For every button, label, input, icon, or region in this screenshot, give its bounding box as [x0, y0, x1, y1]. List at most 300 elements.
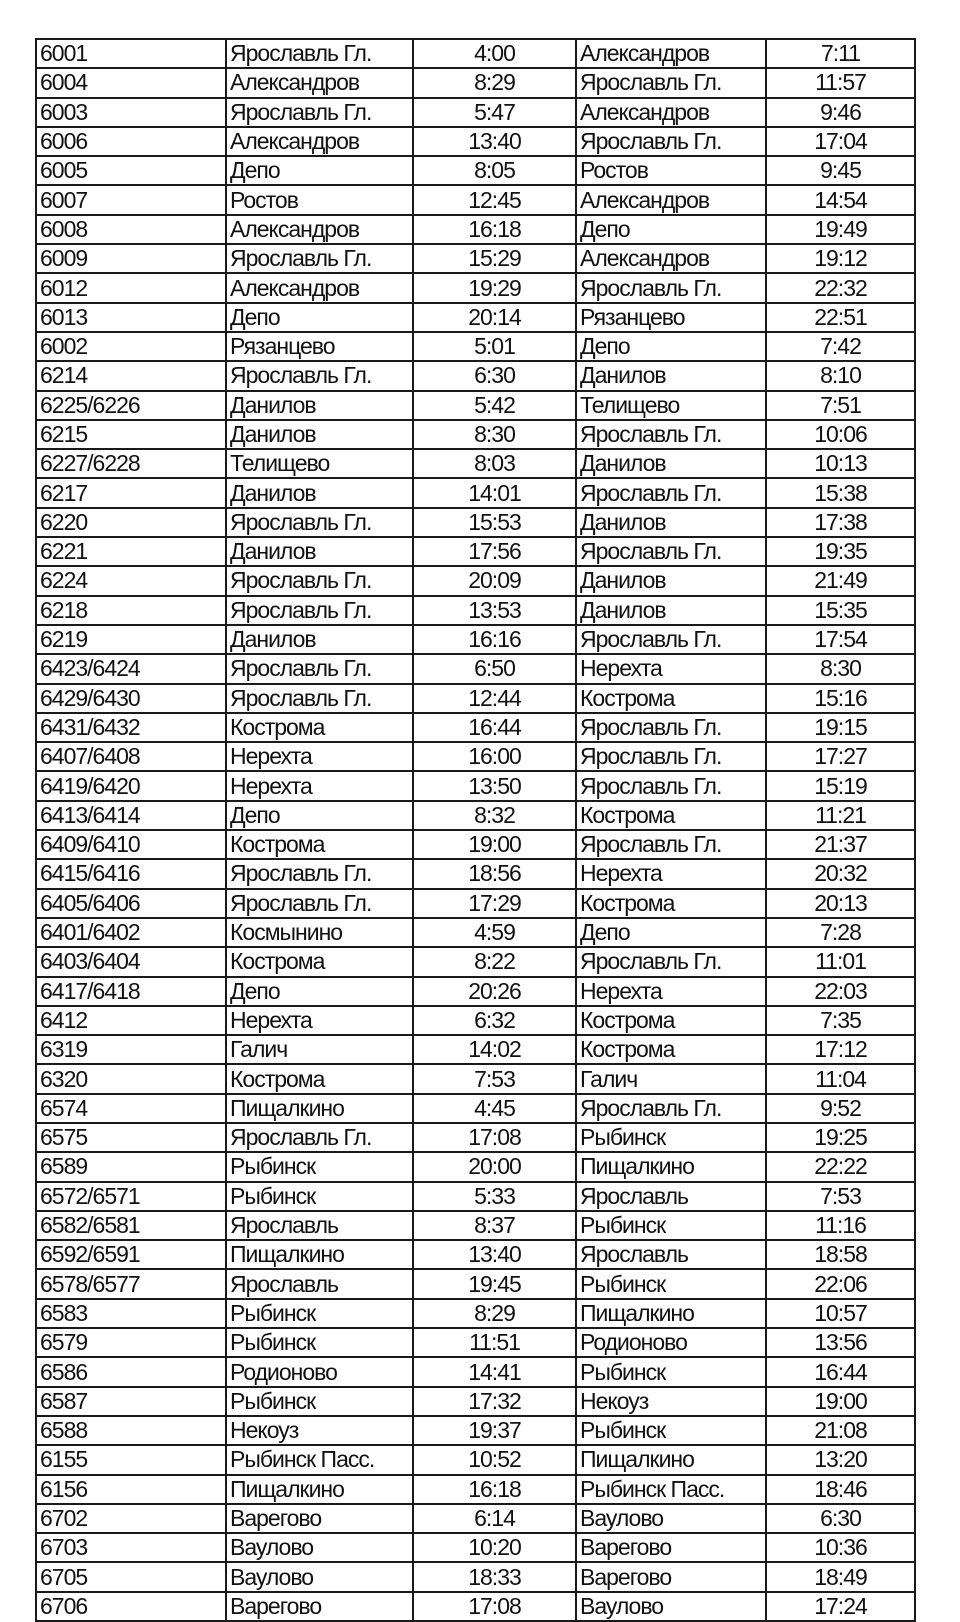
- departure-station-cell: Рыбинск: [226, 1152, 413, 1181]
- departure-time-cell: 20:00: [413, 1152, 576, 1181]
- departure-station-cell: Ярославль Гл.: [226, 244, 413, 273]
- departure-time-cell: 19:37: [413, 1416, 576, 1445]
- train-number-cell: 6575: [36, 1123, 226, 1152]
- arrival-station-cell: Александров: [576, 39, 766, 68]
- table-row: [36, 303, 915, 332]
- train-number-cell: 6417/6418: [36, 977, 226, 1006]
- arrival-station-cell: Рыбинск: [576, 1269, 766, 1298]
- train-number-cell: 6217: [36, 478, 226, 507]
- arrival-time-cell: 7:35: [766, 1006, 915, 1035]
- train-number-cell: 6582/6581: [36, 1211, 226, 1240]
- departure-time-cell: 8:05: [413, 156, 576, 185]
- arrival-time-cell: 17:38: [766, 508, 915, 537]
- arrival-time-cell: 9:52: [766, 1094, 915, 1123]
- departure-time-cell: 15:53: [413, 508, 576, 537]
- train-number-cell: 6702: [36, 1504, 226, 1533]
- departure-time-cell: 13:40: [413, 1240, 576, 1269]
- departure-station-cell: Некоуз: [226, 1416, 413, 1445]
- arrival-station-cell: Данилов: [576, 508, 766, 537]
- train-number-cell: 6579: [36, 1328, 226, 1357]
- arrival-time-cell: 8:10: [766, 361, 915, 390]
- table-row: [36, 742, 915, 771]
- departure-station-cell: Ярославль Гл.: [226, 596, 413, 625]
- arrival-station-cell: Некоуз: [576, 1387, 766, 1416]
- arrival-time-cell: 19:12: [766, 244, 915, 273]
- arrival-time-cell: 7:51: [766, 391, 915, 420]
- train-number-cell: 6419/6420: [36, 771, 226, 800]
- departure-time-cell: 8:29: [413, 68, 576, 97]
- departure-time-cell: 14:01: [413, 478, 576, 507]
- arrival-station-cell: Ярославль: [576, 1182, 766, 1211]
- table-row: [36, 156, 915, 185]
- train-number-cell: 6007: [36, 185, 226, 214]
- arrival-time-cell: 10:57: [766, 1299, 915, 1328]
- departure-time-cell: 5:01: [413, 332, 576, 361]
- arrival-station-cell: Пищалкино: [576, 1299, 766, 1328]
- table-row: [36, 508, 915, 537]
- train-number-cell: 6227/6228: [36, 449, 226, 478]
- arrival-station-cell: Ярославль Гл.: [576, 713, 766, 742]
- departure-station-cell: Рыбинск Пасс.: [226, 1445, 413, 1474]
- table-row: [36, 420, 915, 449]
- train-number-cell: 6001: [36, 39, 226, 68]
- train-number-cell: 6572/6571: [36, 1182, 226, 1211]
- departure-station-cell: Варегово: [226, 1592, 413, 1621]
- table-row: [36, 566, 915, 595]
- arrival-time-cell: 11:21: [766, 801, 915, 830]
- table-row: [36, 1504, 915, 1533]
- arrival-time-cell: 22:51: [766, 303, 915, 332]
- arrival-time-cell: 6:30: [766, 1504, 915, 1533]
- arrival-time-cell: 11:16: [766, 1211, 915, 1240]
- arrival-station-cell: Варегово: [576, 1562, 766, 1591]
- departure-time-cell: 17:29: [413, 889, 576, 918]
- train-number-cell: 6008: [36, 215, 226, 244]
- departure-station-cell: Кострома: [226, 1064, 413, 1093]
- arrival-station-cell: Ярославль Гл.: [576, 625, 766, 654]
- arrival-station-cell: Рыбинск: [576, 1357, 766, 1386]
- timetable-body: [36, 39, 915, 1621]
- train-number-cell: 6703: [36, 1533, 226, 1562]
- table-row: [36, 1269, 915, 1298]
- departure-station-cell: Пищалкино: [226, 1094, 413, 1123]
- departure-time-cell: 18:56: [413, 859, 576, 888]
- arrival-station-cell: Ваулово: [576, 1592, 766, 1621]
- arrival-station-cell: Нерехта: [576, 859, 766, 888]
- departure-station-cell: Ярославль Гл.: [226, 654, 413, 683]
- train-number-cell: 6219: [36, 625, 226, 654]
- train-number-cell: 6586: [36, 1357, 226, 1386]
- table-row: [36, 1123, 915, 1152]
- departure-station-cell: Ярославль: [226, 1269, 413, 1298]
- arrival-station-cell: Кострома: [576, 801, 766, 830]
- train-number-cell: 6589: [36, 1152, 226, 1181]
- table-row: [36, 185, 915, 214]
- departure-time-cell: 17:56: [413, 537, 576, 566]
- arrival-station-cell: Данилов: [576, 361, 766, 390]
- train-number-cell: 6583: [36, 1299, 226, 1328]
- train-number-cell: 6221: [36, 537, 226, 566]
- train-number-cell: 6574: [36, 1094, 226, 1123]
- departure-time-cell: 19:45: [413, 1269, 576, 1298]
- departure-station-cell: Пищалкино: [226, 1475, 413, 1504]
- arrival-time-cell: 16:44: [766, 1357, 915, 1386]
- table-row: [36, 361, 915, 390]
- departure-station-cell: Космынино: [226, 918, 413, 947]
- arrival-station-cell: Кострома: [576, 1035, 766, 1064]
- departure-station-cell: Данилов: [226, 478, 413, 507]
- departure-time-cell: 5:33: [413, 1182, 576, 1211]
- arrival-time-cell: 7:11: [766, 39, 915, 68]
- train-number-cell: 6218: [36, 596, 226, 625]
- train-number-cell: 6578/6577: [36, 1269, 226, 1298]
- train-number-cell: 6002: [36, 332, 226, 361]
- departure-station-cell: Данилов: [226, 420, 413, 449]
- arrival-time-cell: 11:01: [766, 947, 915, 976]
- departure-station-cell: Телищево: [226, 449, 413, 478]
- departure-time-cell: 6:32: [413, 1006, 576, 1035]
- arrival-time-cell: 17:24: [766, 1592, 915, 1621]
- table-row: [36, 68, 915, 97]
- arrival-time-cell: 19:35: [766, 537, 915, 566]
- arrival-station-cell: Кострома: [576, 1006, 766, 1035]
- table-row: [36, 947, 915, 976]
- arrival-station-cell: Ярославль Гл.: [576, 478, 766, 507]
- arrival-station-cell: Данилов: [576, 449, 766, 478]
- arrival-time-cell: 13:20: [766, 1445, 915, 1474]
- departure-time-cell: 14:02: [413, 1035, 576, 1064]
- departure-station-cell: Ярославль Гл.: [226, 508, 413, 537]
- arrival-time-cell: 10:13: [766, 449, 915, 478]
- table-row: [36, 1299, 915, 1328]
- departure-station-cell: Родионово: [226, 1357, 413, 1386]
- train-number-cell: 6705: [36, 1562, 226, 1591]
- train-number-cell: 6009: [36, 244, 226, 273]
- train-number-cell: 6706: [36, 1592, 226, 1621]
- arrival-station-cell: Ярославль Гл.: [576, 537, 766, 566]
- departure-station-cell: Данилов: [226, 391, 413, 420]
- departure-station-cell: Рязанцево: [226, 332, 413, 361]
- table-row: [36, 1035, 915, 1064]
- train-number-cell: 6013: [36, 303, 226, 332]
- arrival-time-cell: 22:06: [766, 1269, 915, 1298]
- departure-station-cell: Ваулово: [226, 1533, 413, 1562]
- table-row: [36, 1533, 915, 1562]
- departure-time-cell: 5:42: [413, 391, 576, 420]
- train-number-cell: 6401/6402: [36, 918, 226, 947]
- arrival-time-cell: 9:46: [766, 98, 915, 127]
- arrival-station-cell: Пищалкино: [576, 1152, 766, 1181]
- departure-station-cell: Депо: [226, 303, 413, 332]
- arrival-station-cell: Ярославль Гл.: [576, 830, 766, 859]
- departure-station-cell: Рыбинск: [226, 1328, 413, 1357]
- table-row: [36, 889, 915, 918]
- departure-station-cell: Рыбинск: [226, 1299, 413, 1328]
- departure-station-cell: Нерехта: [226, 1006, 413, 1035]
- train-number-cell: 6423/6424: [36, 654, 226, 683]
- table-row: [36, 830, 915, 859]
- table-row: [36, 625, 915, 654]
- arrival-time-cell: 22:32: [766, 273, 915, 302]
- departure-time-cell: 17:08: [413, 1123, 576, 1152]
- arrival-station-cell: Нерехта: [576, 654, 766, 683]
- table-row: [36, 859, 915, 888]
- arrival-time-cell: 15:16: [766, 684, 915, 713]
- departure-time-cell: 16:44: [413, 713, 576, 742]
- departure-station-cell: Депо: [226, 801, 413, 830]
- departure-time-cell: 8:37: [413, 1211, 576, 1240]
- departure-station-cell: Ярославль Гл.: [226, 859, 413, 888]
- arrival-station-cell: Ярославль Гл.: [576, 771, 766, 800]
- table-row: [36, 332, 915, 361]
- arrival-station-cell: Депо: [576, 332, 766, 361]
- arrival-time-cell: 9:45: [766, 156, 915, 185]
- arrival-time-cell: 18:49: [766, 1562, 915, 1591]
- departure-station-cell: Нерехта: [226, 742, 413, 771]
- departure-time-cell: 18:33: [413, 1562, 576, 1591]
- arrival-time-cell: 18:46: [766, 1475, 915, 1504]
- departure-time-cell: 6:30: [413, 361, 576, 390]
- departure-station-cell: Александров: [226, 68, 413, 97]
- departure-station-cell: Депо: [226, 156, 413, 185]
- departure-time-cell: 20:09: [413, 566, 576, 595]
- arrival-station-cell: Ярославль Гл.: [576, 947, 766, 976]
- train-number-cell: 6224: [36, 566, 226, 595]
- departure-time-cell: 16:16: [413, 625, 576, 654]
- arrival-time-cell: 15:19: [766, 771, 915, 800]
- arrival-time-cell: 11:04: [766, 1064, 915, 1093]
- departure-time-cell: 17:08: [413, 1592, 576, 1621]
- arrival-station-cell: Рязанцево: [576, 303, 766, 332]
- table-row: [36, 1562, 915, 1591]
- departure-time-cell: 16:18: [413, 215, 576, 244]
- table-row: [36, 1445, 915, 1474]
- arrival-station-cell: Александров: [576, 185, 766, 214]
- arrival-station-cell: Александров: [576, 244, 766, 273]
- departure-station-cell: Кострома: [226, 713, 413, 742]
- arrival-time-cell: 15:35: [766, 596, 915, 625]
- table-row: [36, 1240, 915, 1269]
- train-number-cell: 6320: [36, 1064, 226, 1093]
- departure-time-cell: 13:50: [413, 771, 576, 800]
- departure-time-cell: 20:14: [413, 303, 576, 332]
- train-number-cell: 6403/6404: [36, 947, 226, 976]
- arrival-station-cell: Ярославль Гл.: [576, 273, 766, 302]
- departure-station-cell: Кострома: [226, 947, 413, 976]
- train-number-cell: 6412: [36, 1006, 226, 1035]
- table-row: [36, 1211, 915, 1240]
- departure-station-cell: Галич: [226, 1035, 413, 1064]
- train-number-cell: 6588: [36, 1416, 226, 1445]
- table-row: [36, 215, 915, 244]
- arrival-time-cell: 7:42: [766, 332, 915, 361]
- departure-time-cell: 8:22: [413, 947, 576, 976]
- departure-time-cell: 13:40: [413, 127, 576, 156]
- train-number-cell: 6409/6410: [36, 830, 226, 859]
- departure-station-cell: Александров: [226, 273, 413, 302]
- train-number-cell: 6319: [36, 1035, 226, 1064]
- arrival-time-cell: 13:56: [766, 1328, 915, 1357]
- departure-station-cell: Нерехта: [226, 771, 413, 800]
- departure-time-cell: 4:45: [413, 1094, 576, 1123]
- departure-station-cell: Рыбинск: [226, 1387, 413, 1416]
- arrival-time-cell: 22:03: [766, 977, 915, 1006]
- train-number-cell: 6215: [36, 420, 226, 449]
- train-number-cell: 6431/6432: [36, 713, 226, 742]
- departure-station-cell: Ярославль Гл.: [226, 1123, 413, 1152]
- table-row: [36, 1006, 915, 1035]
- arrival-station-cell: Депо: [576, 215, 766, 244]
- arrival-station-cell: Депо: [576, 918, 766, 947]
- departure-time-cell: 20:26: [413, 977, 576, 1006]
- departure-time-cell: 15:29: [413, 244, 576, 273]
- arrival-time-cell: 19:49: [766, 215, 915, 244]
- departure-time-cell: 8:30: [413, 420, 576, 449]
- departure-station-cell: Кострома: [226, 830, 413, 859]
- arrival-station-cell: Ростов: [576, 156, 766, 185]
- arrival-time-cell: 8:30: [766, 654, 915, 683]
- table-row: [36, 1416, 915, 1445]
- departure-station-cell: Ярославль Гл.: [226, 684, 413, 713]
- table-row: [36, 1182, 915, 1211]
- table-row: [36, 98, 915, 127]
- arrival-time-cell: 20:13: [766, 889, 915, 918]
- arrival-station-cell: Александров: [576, 98, 766, 127]
- arrival-station-cell: Ярославль Гл.: [576, 127, 766, 156]
- departure-time-cell: 8:03: [413, 449, 576, 478]
- arrival-time-cell: 19:15: [766, 713, 915, 742]
- departure-time-cell: 16:00: [413, 742, 576, 771]
- arrival-time-cell: 17:04: [766, 127, 915, 156]
- table-row: [36, 537, 915, 566]
- train-number-cell: 6429/6430: [36, 684, 226, 713]
- departure-station-cell: Варегово: [226, 1504, 413, 1533]
- arrival-time-cell: 10:36: [766, 1533, 915, 1562]
- arrival-station-cell: Данилов: [576, 566, 766, 595]
- arrival-time-cell: 19:25: [766, 1123, 915, 1152]
- departure-time-cell: 13:53: [413, 596, 576, 625]
- arrival-time-cell: 7:28: [766, 918, 915, 947]
- departure-time-cell: 19:29: [413, 273, 576, 302]
- departure-station-cell: Ярославль Гл.: [226, 566, 413, 595]
- arrival-station-cell: Пищалкино: [576, 1445, 766, 1474]
- departure-time-cell: 8:32: [413, 801, 576, 830]
- table-row: [36, 1152, 915, 1181]
- departure-time-cell: 19:00: [413, 830, 576, 859]
- departure-station-cell: Александров: [226, 215, 413, 244]
- arrival-station-cell: Рыбинск Пасс.: [576, 1475, 766, 1504]
- departure-time-cell: 10:52: [413, 1445, 576, 1474]
- table-row: [36, 801, 915, 830]
- train-number-cell: 6005: [36, 156, 226, 185]
- arrival-time-cell: 19:00: [766, 1387, 915, 1416]
- table-row: [36, 713, 915, 742]
- arrival-time-cell: 22:22: [766, 1152, 915, 1181]
- arrival-time-cell: 10:06: [766, 420, 915, 449]
- arrival-time-cell: 21:49: [766, 566, 915, 595]
- table-row: [36, 1357, 915, 1386]
- train-number-cell: 6155: [36, 1445, 226, 1474]
- arrival-time-cell: 15:38: [766, 478, 915, 507]
- departure-station-cell: Данилов: [226, 625, 413, 654]
- table-row: [36, 1328, 915, 1357]
- train-number-cell: 6220: [36, 508, 226, 537]
- departure-time-cell: 4:00: [413, 39, 576, 68]
- table-row: [36, 478, 915, 507]
- train-number-cell: 6004: [36, 68, 226, 97]
- departure-time-cell: 5:47: [413, 98, 576, 127]
- arrival-time-cell: 17:54: [766, 625, 915, 654]
- departure-station-cell: Александров: [226, 127, 413, 156]
- arrival-station-cell: Ярославль Гл.: [576, 1094, 766, 1123]
- departure-time-cell: 16:18: [413, 1475, 576, 1504]
- train-number-cell: 6003: [36, 98, 226, 127]
- table-row: [36, 244, 915, 273]
- departure-time-cell: 11:51: [413, 1328, 576, 1357]
- arrival-station-cell: Кострома: [576, 889, 766, 918]
- departure-time-cell: 4:59: [413, 918, 576, 947]
- table-row: [36, 127, 915, 156]
- table-row: [36, 977, 915, 1006]
- arrival-time-cell: 14:54: [766, 185, 915, 214]
- train-number-cell: 6415/6416: [36, 859, 226, 888]
- departure-station-cell: Депо: [226, 977, 413, 1006]
- table-row: [36, 1475, 915, 1504]
- departure-time-cell: 6:50: [413, 654, 576, 683]
- departure-station-cell: Ярославль Гл.: [226, 98, 413, 127]
- arrival-time-cell: 11:57: [766, 68, 915, 97]
- table-row: [36, 1094, 915, 1123]
- arrival-time-cell: 17:27: [766, 742, 915, 771]
- train-number-cell: 6214: [36, 361, 226, 390]
- table-row: [36, 1387, 915, 1416]
- departure-time-cell: 10:20: [413, 1533, 576, 1562]
- arrival-station-cell: Ярославль Гл.: [576, 68, 766, 97]
- table-row: [36, 391, 915, 420]
- departure-time-cell: 12:45: [413, 185, 576, 214]
- table-row: [36, 684, 915, 713]
- table-row: [36, 596, 915, 625]
- arrival-station-cell: Ярославль Гл.: [576, 420, 766, 449]
- arrival-station-cell: Ярославль Гл.: [576, 742, 766, 771]
- arrival-time-cell: 18:58: [766, 1240, 915, 1269]
- arrival-station-cell: Рыбинск: [576, 1123, 766, 1152]
- table-row: [36, 654, 915, 683]
- arrival-station-cell: Данилов: [576, 596, 766, 625]
- departure-station-cell: Ростов: [226, 185, 413, 214]
- arrival-station-cell: Нерехта: [576, 977, 766, 1006]
- arrival-station-cell: Рыбинск: [576, 1211, 766, 1240]
- train-number-cell: 6592/6591: [36, 1240, 226, 1269]
- table-row: [36, 1064, 915, 1093]
- departure-time-cell: 7:53: [413, 1064, 576, 1093]
- train-number-cell: 6407/6408: [36, 742, 226, 771]
- departure-station-cell: Ярославль Гл.: [226, 889, 413, 918]
- arrival-time-cell: 20:32: [766, 859, 915, 888]
- arrival-time-cell: 21:08: [766, 1416, 915, 1445]
- train-number-cell: 6156: [36, 1475, 226, 1504]
- table-row: [36, 918, 915, 947]
- table-row: [36, 1592, 915, 1621]
- departure-station-cell: Пищалкино: [226, 1240, 413, 1269]
- departure-station-cell: Данилов: [226, 537, 413, 566]
- train-number-cell: 6006: [36, 127, 226, 156]
- arrival-station-cell: Рыбинск: [576, 1416, 766, 1445]
- train-number-cell: 6225/6226: [36, 391, 226, 420]
- departure-station-cell: Ярославль Гл.: [226, 361, 413, 390]
- departure-time-cell: 14:41: [413, 1357, 576, 1386]
- train-number-cell: 6405/6406: [36, 889, 226, 918]
